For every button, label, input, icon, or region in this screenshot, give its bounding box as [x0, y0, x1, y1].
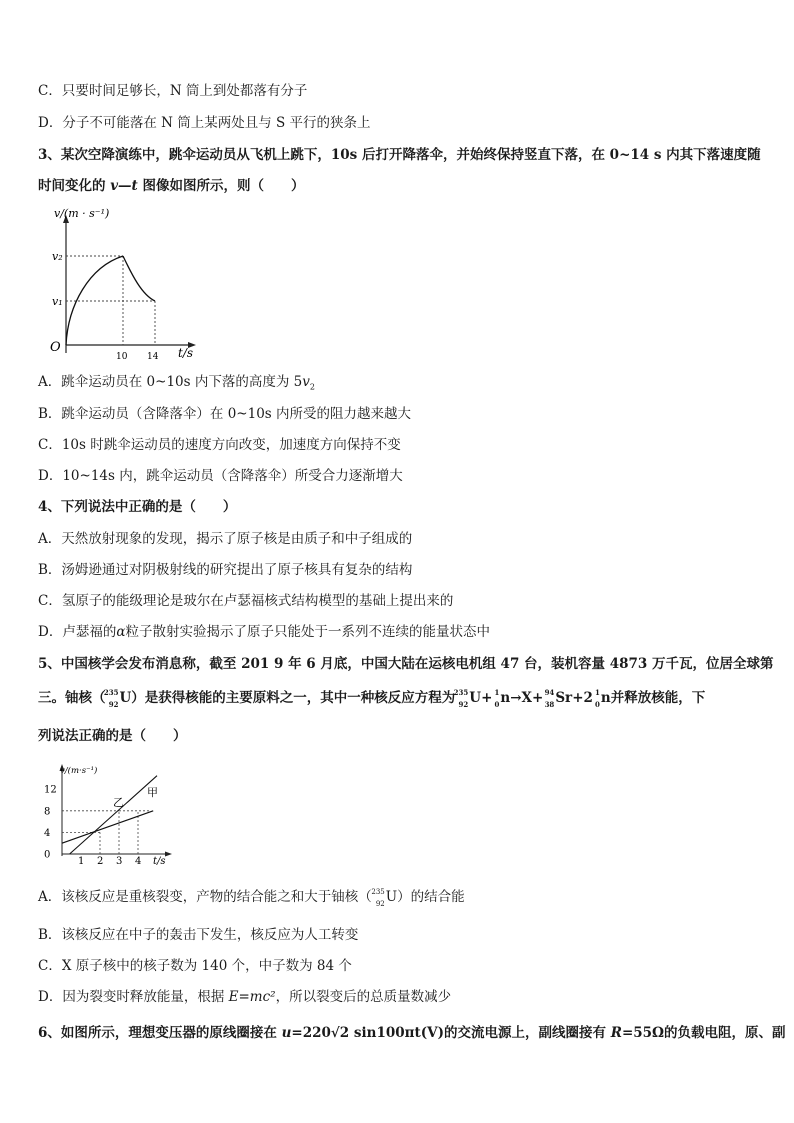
q4-option-c: C．氢原子的能级理论是玻尔在卢瑟福核式结构模型的基础上提出来的 [38, 593, 454, 609]
q4-option-b: B．汤姆逊通过对阴极射线的研究提出了原子核具有复杂的结构 [38, 562, 413, 578]
q5-option-d: D．因为裂变时释放能量，根据 E=mc²，所以裂变后的总质量数减少 [38, 989, 452, 1005]
nuclide-u235-eq: 235 92 [453, 687, 469, 709]
q3-stem-line1: 3、某次空降演练中，跳伞运动员从飞机上跳下，10s 后打开降落伞，并始终保持竖直下落，在 0~14 s 内其下落速度随 [38, 147, 761, 163]
x-axis-arrow [165, 852, 172, 857]
x-tick-2: 2 [97, 856, 104, 867]
q4-option-d: D．卢瑟福的α粒子散射实验揭示了原子只能处于一系列不连续的能量状态中 [38, 624, 490, 640]
q5-stem-line1: 5、中国核学会发布消息称，截至 201 9 年 6 月底，中国大陆在运核电机组 47 台，装机容量 4873 万千瓦，位居全球第 [38, 656, 774, 672]
series-label-jia: 甲 [147, 786, 158, 799]
y-tick-8: 8 [44, 806, 51, 818]
y-axis-label: v/(m · s⁻¹) [54, 207, 110, 220]
x-axis-label: t/s [178, 346, 194, 360]
tick-label-10: 10 [116, 352, 128, 362]
series-rising-curve [66, 256, 123, 345]
nuclide-sr94: 94 38 [544, 687, 555, 709]
x-tick-4: 4 [135, 856, 142, 867]
q5-stem-line3: 列说法正确的是（ ） [38, 728, 187, 744]
y-tick-0: 0 [44, 849, 51, 861]
tick-label-14: 14 [147, 352, 159, 362]
series-falling-curve [123, 256, 155, 301]
q4-stem: 4、下列说法中正确的是（ ） [38, 499, 237, 515]
nuclide-u235: 235 92 [103, 687, 119, 709]
nuclide-n-2: 1 0 [595, 687, 600, 709]
x-axis-label: t/s [153, 856, 166, 867]
nuclide-n: 1 0 [494, 687, 500, 709]
q3-option-d: D．10~14s 内，跳伞运动员（含降落伞）所受合力逐渐增大 [38, 468, 403, 484]
q5-option-a: A．该核反应是重核裂变，产物的结合能之和大于铀核（ 235 92 U）的结合能 [38, 887, 465, 908]
q5-option-b: B．该核反应在中子的轰击下发生，核反应为人工转变 [38, 927, 359, 943]
y-axis-label: v/(m·s⁻¹) [60, 766, 98, 776]
series-label-yi: 乙 [113, 796, 124, 809]
origin-label: O [50, 340, 61, 355]
q3-option-a: A．跳伞运动员在 0~10s 内下落的高度为 $5v_2$ [38, 374, 315, 392]
q3-option-c: C．10s 时跳伞运动员的速度方向改变，加速度方向保持不变 [38, 437, 401, 453]
tick-label-v1: v₁ [52, 295, 63, 308]
series-line-jia [70, 776, 157, 854]
series-line-yi [62, 811, 153, 843]
x-tick-3: 3 [116, 856, 123, 867]
q5-option-c: C．X 原子核中的核子数为 140 个，中子数为 84 个 [38, 958, 352, 974]
y-tick-12: 12 [44, 784, 57, 796]
tick-label-v2: v₂ [52, 250, 63, 263]
q6-stem: 6、如图所示，理想变压器的原线圈接在 u=220√2 sin100πt(V)的交流电源上，副线圈接有 R=55Ω的负载电阻，原、副 [38, 1025, 786, 1041]
q5-stem-line2: 三。铀核（ 235 92 U）是获得核能的主要原料之一，其中一种核反应方程为 235 92 U+ 1 0 n→X+ 94 38 Sr+2 1 0 n并释放核能，下 [38, 687, 706, 709]
q3-stem-line2: 时间变化的 v—t 图像如图所示，则（ ） [38, 178, 305, 194]
y-tick-4: 4 [44, 827, 51, 839]
q3-option-b: B．跳伞运动员（含降落伞）在 0~10s 内所受的阻力越来越大 [38, 406, 412, 422]
x-tick-1: 1 [78, 856, 85, 867]
option-c-prev: C．只要时间足够长，N 筒上到处都落有分子 [38, 83, 308, 99]
nuclide-u235-opt: 235 92 [371, 887, 385, 908]
option-d-prev: D．分子不可能落在 N 筒上某两处且与 S 平行的狭条上 [38, 115, 371, 131]
q5-vt-chart [40, 760, 180, 868]
q4-option-a: A．天然放射现象的发现，揭示了原子核是由质子和中子组成的 [38, 531, 413, 547]
q3-vt-chart [44, 205, 214, 363]
